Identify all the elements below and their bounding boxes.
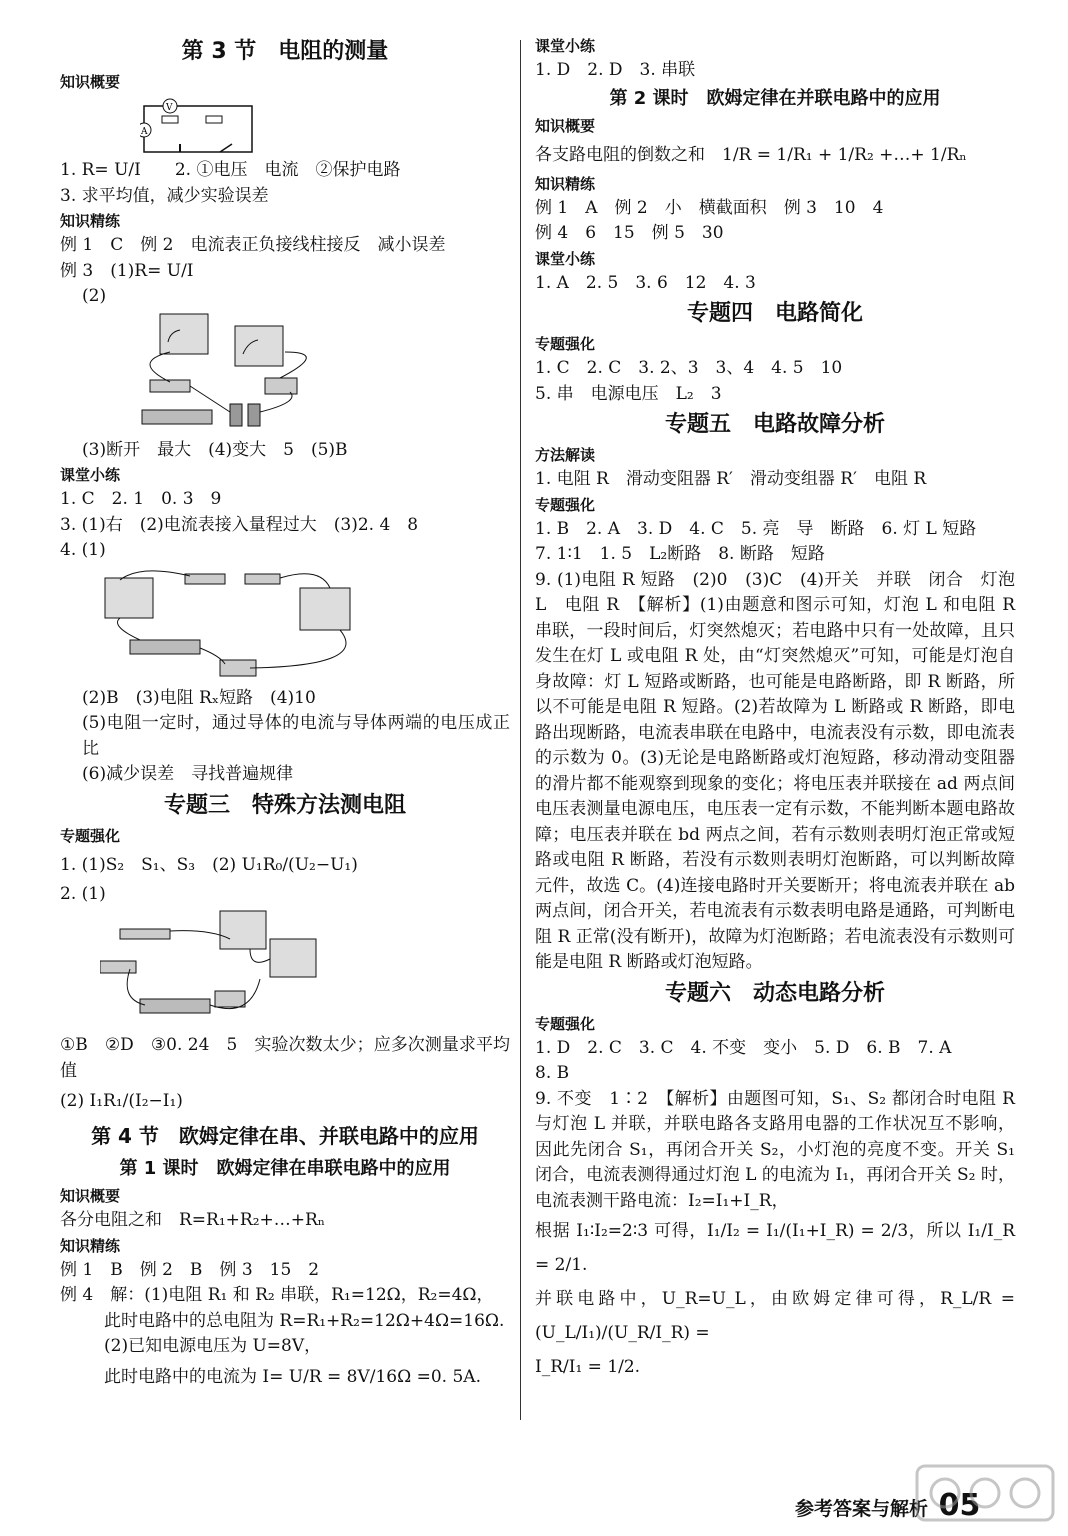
left-column bbox=[60, 34, 510, 1394]
t3-line-4: (2) I₁R₁/(I₂−I₁) bbox=[60, 1091, 183, 1111]
section-3-title: 第 3 节 电阻的测量 bbox=[181, 39, 389, 64]
t4-line-1: 1. C 2. C 3. 2、3 3、4 4. 5 10 bbox=[535, 358, 843, 378]
s4-line-1: 各分电阻之和 R=R₁+R₂+…+Rₙ bbox=[60, 1210, 326, 1230]
r-line-4: 例 4 6 15 例 5 30 bbox=[535, 223, 724, 243]
footer-label: 参考答案与解析 bbox=[795, 1498, 929, 1520]
s4-knowledge-summary-tag: 知识概要 bbox=[60, 1187, 121, 1205]
topic-3-title: 专题三 特殊方法测电阻 bbox=[163, 792, 406, 818]
circuit-diagram-voltmeter bbox=[140, 94, 260, 158]
r-line-2: 各支路电阻的倒数之和 1/R = 1/R₁ + 1/R₂ +…+ 1/Rₙ bbox=[535, 144, 967, 165]
t5-line-3: 7. 1∶1 1. 5 L₂断路 8. 断路 短路 bbox=[535, 544, 825, 564]
t3-line-2: 2. (1) bbox=[60, 883, 106, 904]
t5-line-2: 1. B 2. A 3. D 4. C 5. 亮 导 断路 6. 灯 L 短路 bbox=[535, 518, 977, 539]
page-number: 05 bbox=[938, 1488, 981, 1523]
s3-knowledge-summary-tag: 知识概要 bbox=[60, 73, 121, 91]
r-class-practice-tag: 课堂小练 bbox=[535, 37, 596, 55]
s3-line-9: 4. (1) bbox=[60, 540, 106, 560]
s3-line-11: (5)电阻一定时，通过导体的电流与导体两端的电压成正比 bbox=[82, 713, 510, 759]
t6-line-3: 9. 不变 1∶2 【解析】由题图可知，S₁、S₂ 都闭合时电阻 R 与灯泡 L 并联，并联电路各支路用电器的工作状况互不影响，因此先闭合 S₁，再闭合开关 S₂，小灯泡的亮度不变。开关 S₁ 闭合，电流表测得通过灯泡 L 的电流为 I₁，再闭合开关 S₂ 时，电流表测干路电流：I₂=I₁+I_R， bbox=[535, 1088, 1015, 1211]
column-divider bbox=[520, 40, 521, 1420]
t6-line-2: 8. B bbox=[535, 1063, 570, 1083]
s3-line-7: 1. C 2. 1 0. 3 9 bbox=[60, 489, 222, 509]
s4-line-5: (2)已知电源电压为 U=8V， bbox=[104, 1336, 322, 1356]
r-knowledge-summary-tag: 知识概要 bbox=[535, 116, 596, 135]
t6-line-4: 根据 I₁∶I₂=2∶3 可得，I₁/I₂ = I₁/(I₁+I_R) = 2/3，所以 I₁/I_R = 2/1. bbox=[535, 1221, 1015, 1275]
r-line-1: 1. D 2. D 3. 串联 bbox=[535, 60, 696, 80]
s3-line-6: (3)断开 最大 (4)变大 5 (5)B bbox=[82, 439, 348, 460]
s3-line-1: 1. R= U/I 2. ①电压 电流 ②保护电路 bbox=[60, 160, 401, 180]
svg-text:A: A bbox=[141, 127, 148, 137]
t3-reinforce-tag: 专题强化 bbox=[60, 826, 121, 845]
topic-4-title: 专题四 电路简化 bbox=[686, 301, 863, 326]
t6-line-5: 并联电路中，U_R=U_L，由欧姆定律可得，R_L/R = (U_L/I₁)/(U_R/I_R) = bbox=[535, 1289, 1015, 1343]
section-4-title: 第 4 节 欧姆定律在串、并联电路中的应用 bbox=[91, 1124, 479, 1148]
r-class-practice-tag-2: 课堂小练 bbox=[535, 249, 596, 268]
right-column bbox=[535, 34, 1015, 1384]
s3-line-2: 3. 求平均值，减少实验误差 bbox=[60, 185, 269, 206]
t5-reinforce-tag: 专题强化 bbox=[535, 495, 596, 514]
s4-line-6: 此时电路中的电流为 I= U/R = 8V/16Ω =0. 5A. bbox=[104, 1366, 481, 1387]
r-line-5: 1. A 2. 5 3. 6 12 4. 3 bbox=[535, 272, 756, 293]
t5-line-1: 1. 电阻 R 滑动变阻器 R′ 滑动变组器 R′ 电阻 R bbox=[535, 469, 927, 489]
topic-6-title: 专题六 动态电路分析 bbox=[664, 980, 885, 1006]
t4-reinforce-tag: 专题强化 bbox=[535, 335, 596, 353]
s3-line-10: (2)B (3)电阻 Rₓ短路 (4)10 bbox=[82, 687, 316, 708]
watermark-logo-icon bbox=[915, 1458, 1055, 1528]
t6-line-6: I_R/I₁ = 1/2. bbox=[535, 1357, 641, 1377]
s3-line-8: 3. (1)右 (2)电流表接入量程过大 (3)2. 4 8 bbox=[60, 514, 419, 535]
section-4-lesson-2-title: 第 2 课时 欧姆定律在并联电路中的应用 bbox=[609, 87, 941, 109]
s4-line-2: 例 1 B 例 2 B 例 3 15 2 bbox=[60, 1259, 320, 1280]
t3-line-3: ①B ②D ③0. 24 5 实验次数太少；应多次测量求平均值 bbox=[60, 1035, 510, 1081]
s4-line-3: 例 4 解：(1)电阻 R₁ 和 R₂ 串联，R₁=12Ω，R₂=4Ω， bbox=[60, 1285, 494, 1305]
circuit-photo-figure-3 bbox=[100, 909, 330, 1029]
t5-method-tag: 方法解读 bbox=[535, 446, 596, 464]
s3-line-5: (2) bbox=[82, 286, 107, 306]
circuit-photo-figure-1 bbox=[130, 312, 360, 434]
s4-practice-tag: 知识精练 bbox=[60, 1236, 121, 1255]
t4-line-2: 5. 串 电源电压 L₂ 3 bbox=[535, 383, 722, 404]
t5-line-4: 9. (1)电阻 R 短路 (2)0 (3)C (4)开关 并联 闭合 灯泡 L 电阻 R 【解析】(1)由题意和图示可知，灯泡 L 和电阻 R 串联，一段时间后，灯突然熄灭；若电路中只有一处故障，且只发生在灯 L 或电阻 R 处，由“灯突然熄灭”可知，可能是灯泡自身故障：灯 L 短路或断路，也可能是电路断路，即 R 断路，所以不可能是电阻 R 短路。(2)若故障为 L 断路或 R 断路，即电路出现断路，电流表串联在电路中，电流表没有示数，即电流表的示数为 0。(3)无论是电路断路或灯泡短路，移动滑动变阻器的滑片都不能观察到现象的变化；将电压表并联接在 ad 两点间电压表测量电源电压，电压表一定有示数，不能判断本题电路故障；电压表并联在 bd 两点之间，若有示数则表明灯泡正常或短路或电阻 R 断路，若没有示数则表明灯泡断路，可以判断故障元件，故选 C。(4)连接电路时开关要断开；将电流表并联在 ab 两点间，闭合开关，若电流表有示数表明电路是通路，可判断电阻 R 正常(没有断开)，故障为灯泡断路；若电流表没有示数则可能是电阻 R 断路或灯泡短路。 bbox=[535, 569, 1015, 972]
s3-practice-tag: 知识精练 bbox=[60, 212, 121, 230]
r-line-3: 例 1 A 例 2 小 横截面积 例 3 10 4 bbox=[535, 197, 884, 218]
s3-line-12: (6)减少误差 寻找普遍规律 bbox=[82, 764, 294, 784]
s4-line-4: 此时电路中的总电阻为 R=R₁+R₂=12Ω+4Ω=16Ω. bbox=[104, 1310, 505, 1331]
t6-line-1: 1. D 2. C 3. C 4. 不变 变小 5. D 6. B 7. A bbox=[535, 1037, 952, 1058]
s3-class-practice-tag: 课堂小练 bbox=[60, 466, 121, 484]
s3-line-4: 例 3 (1)R= U/I bbox=[60, 260, 194, 281]
circuit-photo-figure-2 bbox=[100, 566, 380, 682]
r-practice-tag: 知识精练 bbox=[535, 174, 596, 193]
section-4-lesson-1-title: 第 1 课时 欧姆定律在串联电路中的应用 bbox=[119, 1158, 451, 1179]
s3-line-3: 例 1 C 例 2 电流表正负接线柱接反 减小误差 bbox=[60, 235, 446, 255]
topic-5-title: 专题五 电路故障分析 bbox=[664, 412, 885, 437]
t6-reinforce-tag: 专题强化 bbox=[535, 1014, 596, 1033]
t3-line-1: 1. (1)S₂ S₁、S₃ (2) U₁R₀/(U₂−U₁) bbox=[60, 854, 358, 875]
svg-text:V: V bbox=[166, 103, 173, 113]
